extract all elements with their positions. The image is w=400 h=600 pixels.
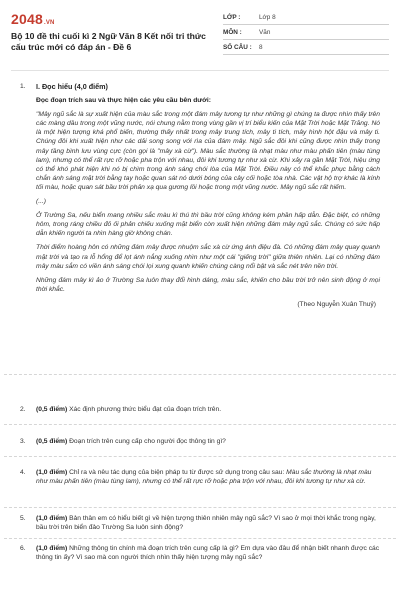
logo-suffix: .VN xyxy=(43,20,55,26)
document-title: Bộ 10 đề thi cuối kì 2 Ngữ Văn 8 Kết nối tri thức cấu trúc mới có đáp án - Đề 6 xyxy=(11,31,206,52)
question-text: Xác định phương thức biểu đạt của đoạn trích trên. xyxy=(67,406,222,413)
question-divider xyxy=(4,424,396,425)
meta-row-subject xyxy=(223,25,389,40)
question-text: Chỉ ra và nêu tác dụng của biện pháp tu từ được sử dụng trong câu sau: xyxy=(67,469,287,476)
question-body xyxy=(36,514,380,532)
question-body xyxy=(36,468,380,486)
question-number: 1. xyxy=(20,83,26,90)
header-divider xyxy=(11,70,389,71)
document-meta xyxy=(223,10,389,55)
passage-paragraph: Thời điểm hoàng hôn có những đám mây được nhuộm sắc xà cừ ứng ánh điệu đà. Có những đám mây quay quanh mặt trời và tạo ra lỗ hổng để lọt ánh nắng xuống nhìn như một cái "giếng trời" giữa thiên nhiên. Lại có những đám mây màu sắm có viền ánh sáng chói lọi xung quanh khiến chúng càng nổi bật và sắc nét trên nền trời. xyxy=(36,244,380,270)
question-body xyxy=(36,82,380,309)
question-points: (1,0 điểm) xyxy=(36,515,68,522)
question-body xyxy=(36,544,380,562)
question-divider xyxy=(4,538,396,539)
question-points: (1,0 điểm) xyxy=(36,545,68,552)
question-points: (1,0 điểm) xyxy=(36,469,68,476)
question-number: 4. xyxy=(20,469,26,476)
meta-value: Văn xyxy=(259,28,271,36)
question-number: 2. xyxy=(20,406,26,413)
question-body xyxy=(36,405,380,414)
meta-value: 8 xyxy=(259,43,263,51)
question-divider xyxy=(4,456,396,457)
passage-author: (Theo Nguyễn Xuân Thuỷ) xyxy=(297,300,376,308)
question-points: (0,5 điểm) xyxy=(36,406,68,413)
meta-label: MÔN : xyxy=(223,28,242,36)
question-number: 6. xyxy=(20,545,26,552)
question-number: 5. xyxy=(20,515,26,522)
question-text: Những thông tin chính mà đoạn trích trên cung cấp là gì? Em dựa vào đâu để nhận biết nhanh được các thông tin ấy? Vì sao mà con người thích nhìn thấy hiện tượng mây ngũ sắc? xyxy=(36,545,380,562)
passage-paragraph: Ở Trường Sa, nếu biển mang nhiều sắc màu kì thú thì bầu trời cũng không kém phần hấp dẫn. Đặc biệt, có những hôm, trong ráng chiều đỏ ối phản chiếu xuống mặt biển còn xuất hiện những đám mây ngũ sắc. Chúng có sức hấp dẫn khiến người ta nhìn hàng giờ không chán. xyxy=(36,212,380,238)
reading-passage xyxy=(36,110,380,294)
meta-label: SỐ CÂU : xyxy=(223,43,252,51)
question-text: Bản thân em có hiểu biết gì về hiện tượng thiên nhiên mây ngũ sắc? Vì sao ở mọi thời khắc trong ngày, bầu trời trên biển đảo Trường Sa luôn sinh động? xyxy=(36,515,376,532)
passage-paragraph: Những đám mây kì ảo ở Trường Sa luôn thay đổi hình dáng, màu sắc, khiến cho bầu trời trở nên sinh động ở mọi thời khắc. xyxy=(36,276,380,293)
meta-row-count xyxy=(223,40,389,55)
meta-value: Lớp 8 xyxy=(259,13,276,21)
section-title: I. Đọc hiểu (4,0 điểm) xyxy=(36,82,108,91)
question-body xyxy=(36,437,380,446)
question-number: 3. xyxy=(20,438,26,445)
question-divider xyxy=(4,374,396,375)
question-divider xyxy=(4,507,396,508)
question-text: Đoạn trích trên cung cấp cho người đọc thông tin gì? xyxy=(67,438,226,445)
question-quote: Màu sắc thường là nhạt màu như màu phấn tiên (màu tùng lam), nhưng có thể rất rực rỡ hoặc pha trộn với nhau, đôi khi tương tự như xà cừ. xyxy=(36,469,372,486)
meta-label: LỚP : xyxy=(223,13,241,21)
reading-instruction: Đọc đoạn trích sau và thực hiện các yêu cầu bên dưới: xyxy=(36,97,211,105)
site-logo[interactable] xyxy=(11,11,55,27)
passage-paragraph: "Mây ngũ sắc là sự xuất hiện của màu sắc trong một đám mây tương tự như những gì chúng ta được nhìn thấy trên các màng dầu trong một vũng nước, nói chung nằm trong vùng gần vị trí biểu kiến của Mặt Trời hoặc Mặt Trăng. Nó là một hiện tượng khá phổ biến, thường thấy nhất trong mây trung tích, mây ti tích, mây hình hột đậu và mây ti. Chúng đôi khi xuất hiện như các dải song song với rìa của đám mây. Ngũ sắc đôi khi cũng được nhìn thấy trong mây tầng bình lưu vùng cực (còn gọi là "mây xà cừ"). Màu sắc thường là nhạt màu như màu phấn tiên (màu tùng lam), nhưng có thể rất rực rỡ hoặc pha trộn với nhau, đôi khi tương tự như xà cừ. Khi xảy ra gần Mặt Trời, hiệu ứng có thể khó phát hiện khi nó bị chìm trong ánh sáng chói lòa của Mặt Trời. Điều này có thể khắc phục bằng cách chắn ánh sáng mặt trời bằng tay hoặc quan sát nó dưới bóng của cây cối hoặc tòa nhà. Các vật hộ trợ khác là kính tối màu, hoặc quan sát bầu trời phản xạ qua gương lồi hoặc trong một vũng nước. Mây ngũ sắc rất hiếm. xyxy=(36,111,380,191)
passage-ellipsis: (...) xyxy=(36,198,47,206)
logo-text: 2048 xyxy=(11,11,43,27)
question-points: (0,5 điểm) xyxy=(36,438,68,445)
meta-row-class xyxy=(223,10,389,25)
